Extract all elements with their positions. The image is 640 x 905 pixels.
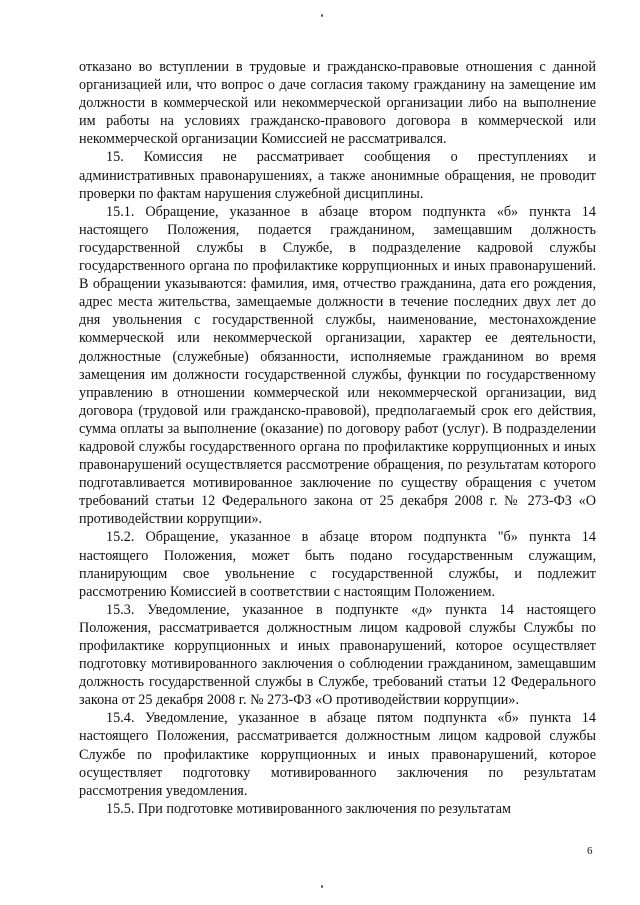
scan-speck xyxy=(321,885,323,888)
scan-speck xyxy=(321,14,323,17)
paragraph-15: 15. Комиссия не рассматривает сообщения о преступлениях и административных правонарушениях, а также анонимные обращения, не проводит проверки по фактам нарушения служебной дисциплины. xyxy=(79,149,596,202)
paragraph-continuation: отказано во вступлении в трудовые и гражданско-правовые отношения с данной организацией или, что вопрос о даче согласия такому гражданину на замещение им должности в коммерческой или некоммерческой организации либо на выполнение им работы на условиях гражданско-правового договора в коммерческой или некоммерческой организации Комиссией не рассматривался. xyxy=(79,59,596,148)
paragraph-15-2: 15.2. Обращение, указанное в абзаце втором подпункта "б» пункта 14 настоящего Положения, может быть подано государственным служащим, планирующим свое увольнение с государственной службы, и подлежит рассмотрению Комиссией в соответствии с настоящим Положением. xyxy=(79,529,596,600)
paragraph-15-5: 15.5. При подготовке мотивированного заключения по результатам xyxy=(106,800,511,817)
paragraph-15-4: 15.4. Уведомление, указанное в абзаце пятом подпункта «б» пункта 14 настоящего Положения, рассматривается должностным лицом кадровой службы Службе по профилактике коррупционных и иных правонарушений, которое осуществляет подготовку мотивированного заключения по результатам рассмотрения уведомления. xyxy=(79,710,596,799)
page-number: 6 xyxy=(587,845,593,857)
document-page xyxy=(79,58,596,818)
paragraph-15-3: 15.3. Уведомление, указанное в подпункте «д» пункта 14 настоящего Положения, рассматривается должностным лицом кадровой службы Службы по профилактике коррупционных и иных правонарушений, которое осуществляет подготовку мотивированного заключения о соблюдении гражданином, замещавшим должность государственной службы в Службе, требований статьи 12 Федерального закона от 25 декабря 2008 г. № 273-ФЗ «О противодействии коррупции». xyxy=(79,601,596,709)
paragraph-15-1: 15.1. Обращение, указанное в абзаце втором подпункта «б» пункта 14 настоящего Положения, подается гражданином, замещавшим должность государственной службы в Службе, в подразделение кадровой службы государственного органа по профилактике коррупционных и иных правонарушений. В обращении указываются: фамилия, имя, отчество гражданина, дата его рождения, адрес места жительства, замещаемые должности в течение последних двух лет до дня увольнения с государственной службы, наименование, местонахождение коммерческой или некоммерческой организации, характер ее деятельности, должностные (служебные) обязанности, исполняемые гражданином во время замещения им должности государственной службы, функции по государственному управлению в отношении коммерческой или некоммерческой организации, вид договора (трудовой или гражданско-правовой), предполагаемый срок его действия, сумма оплаты за выполнение (оказание) по договору работ (услуг). В подразделении кадровой службы государственного органа по профилактике коррупционных и иных правонарушений осуществляется рассмотрение обращения, по результатам которого подготавливается мотивированное заключение по существу обращения с учетом требований статьи 12 Федерального закона от 25 декабря 2008 г. № 273-ФЗ «О противодействии коррупции». xyxy=(79,203,596,528)
